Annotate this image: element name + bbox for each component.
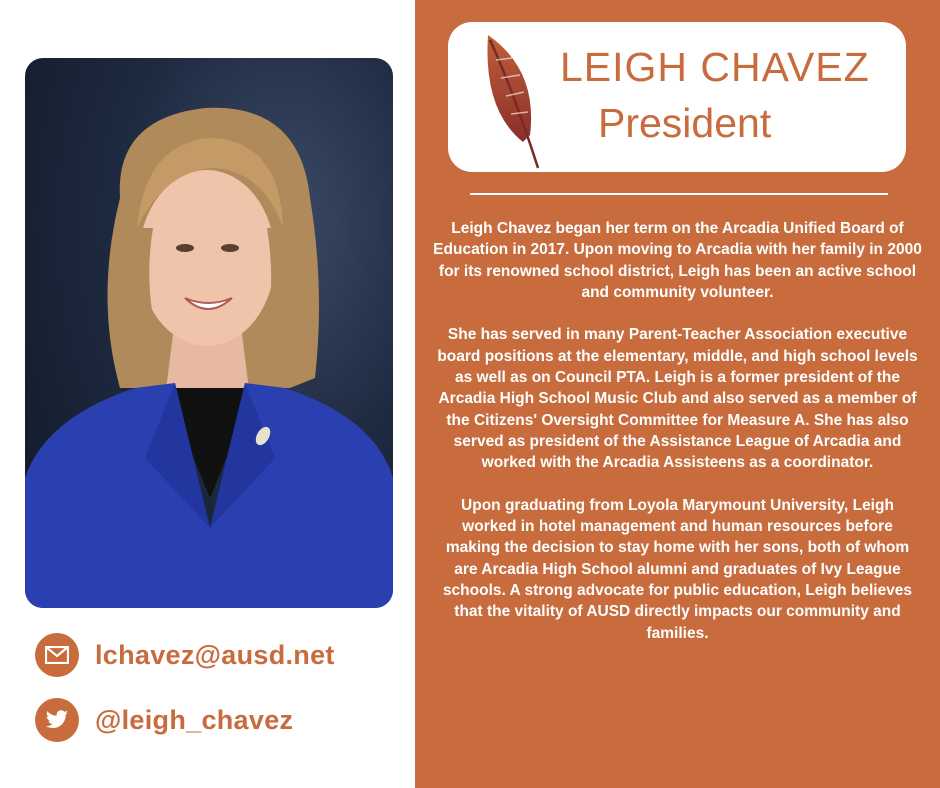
twitter-contact[interactable] — [35, 698, 293, 742]
mail-icon — [35, 633, 79, 677]
bio-paragraph: She has served in many Parent-Teacher Association executive board positions at the elementary, middle, and high school levels as well as on Council PTA. Leigh is a former president of the Arcadia High School Music Club and also served as a member of the Citizens' Oversight Committee for Measure A. She has also served as president of the Assistance League of Arcadia and worked with the Arcadia Assisteens as a coordinator. — [437, 326, 918, 472]
twitter-icon — [35, 698, 79, 742]
name-card — [448, 22, 906, 172]
person-name: LEIGH CHAVEZ — [560, 44, 870, 90]
twitter-handle[interactable]: @leigh_chavez — [95, 704, 294, 735]
bio-paragraph: Upon graduating from Loyola Marymount University, Leigh worked in hotel management and human resources before making the decision to stay home with her sons, both of whom are Arcadia High School alumni and graduates of Ivy League schools. A strong advocate for public education, Leigh believes that the vitality of AUSD directly impacts our community and families. — [442, 496, 913, 642]
left-panel — [0, 0, 415, 788]
bio-paragraph: Leigh Chavez began her term on the Arcadia Unified Board of Education in 2017. Upon moving to Arcadia with her family in 2000 for its renowned school district, Leigh has been an active school and community volunteer. — [433, 220, 922, 301]
feather-icon — [468, 30, 553, 175]
divider — [470, 193, 888, 195]
person-title: President — [598, 100, 772, 146]
biography — [433, 218, 922, 665]
portrait-photo — [25, 58, 393, 608]
email-contact[interactable] — [35, 633, 335, 677]
email-address[interactable]: lchavez@ausd.net — [95, 639, 335, 670]
right-panel — [415, 0, 940, 788]
portrait-illustration — [25, 58, 393, 608]
